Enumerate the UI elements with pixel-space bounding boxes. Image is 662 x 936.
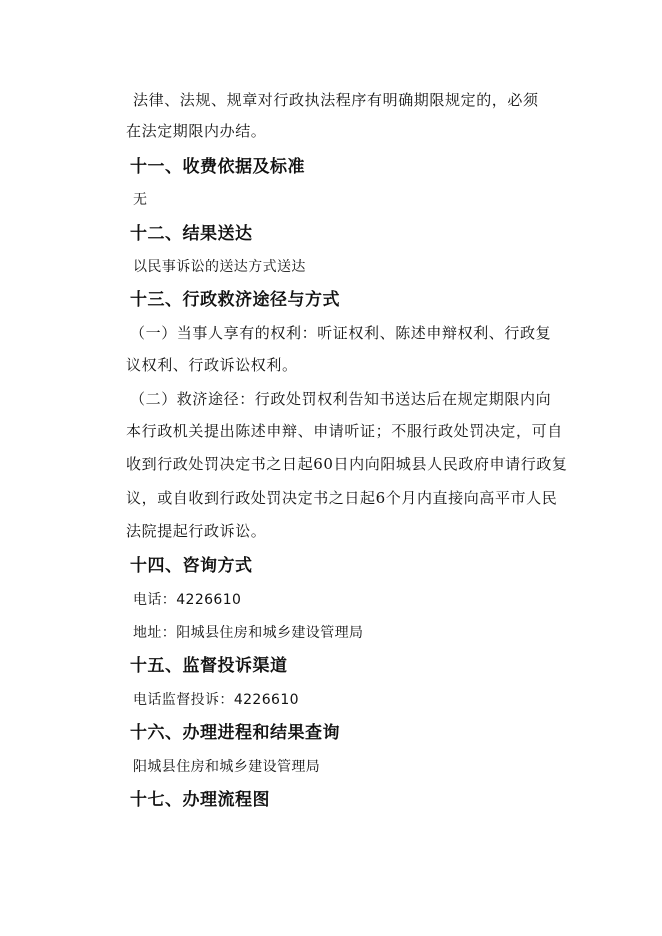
sec14-address-value: 阳城县住房和城乡建设管理局: [176, 625, 364, 641]
sec16-heading: 十六、办理进程和结果查询: [130, 723, 340, 743]
sec14-address-label: 地址：: [133, 625, 177, 641]
sec14-phone-value: 4226610: [176, 592, 242, 608]
sec15-phone-label: 电话监督投诉：: [133, 692, 234, 708]
sec12-content: 以民事诉讼的送达方式送达: [133, 259, 306, 275]
sec13-p2-line-4: 议，或自收到行政处罚决定书之日起6个月内直接向高平市人民: [126, 489, 558, 507]
sec16-content: 阳城县住房和城乡建设管理局: [133, 759, 321, 775]
sec12-heading: 十二、结果送达: [130, 224, 253, 244]
sec11-heading: 十一、收费依据及标准: [130, 157, 305, 177]
sec13-p2-line-5: 法院提起行政诉讼。: [126, 522, 267, 540]
sec13-heading: 十三、行政救济途径与方式: [130, 290, 340, 310]
sec10-line-1: 法律、法规、规章对行政执法程序有明确期限规定的，必须: [133, 91, 539, 109]
sec13-p2-line-2: 本行政机关提出陈述申辩、申请听证；不服行政处罚决定，可自: [126, 422, 563, 440]
sec13-p1-line-1: （一）当事人享有的权利：听证权利、陈述申辩权利、行政复: [130, 324, 552, 342]
sec15-phone-row: [133, 693, 299, 707]
sec10-line-2: 在法定期限内办结。: [126, 122, 267, 140]
sec14-heading: 十四、咨询方式: [130, 556, 253, 576]
sec15-heading: 十五、监督投诉渠道: [130, 656, 288, 676]
sec13-p1-line-2: 议权利、行政诉讼权利。: [126, 356, 298, 374]
sec11-content: 无: [133, 192, 148, 208]
sec14-phone-label: 电话：: [133, 592, 177, 608]
sec13-p2-line-1: （二）救济途径：行政处罚权利告知书送达后在规定期限内向: [130, 390, 552, 408]
sec13-p2-line-3: 收到行政处罚决定书之日起60日内向阳城县人民政府申请行政复: [126, 455, 568, 473]
sec14-phone-row: [133, 593, 241, 607]
sec17-heading: 十七、办理流程图: [130, 790, 270, 810]
sec14-address-row: [133, 626, 363, 640]
sec15-phone-value: 4226610: [233, 692, 299, 708]
